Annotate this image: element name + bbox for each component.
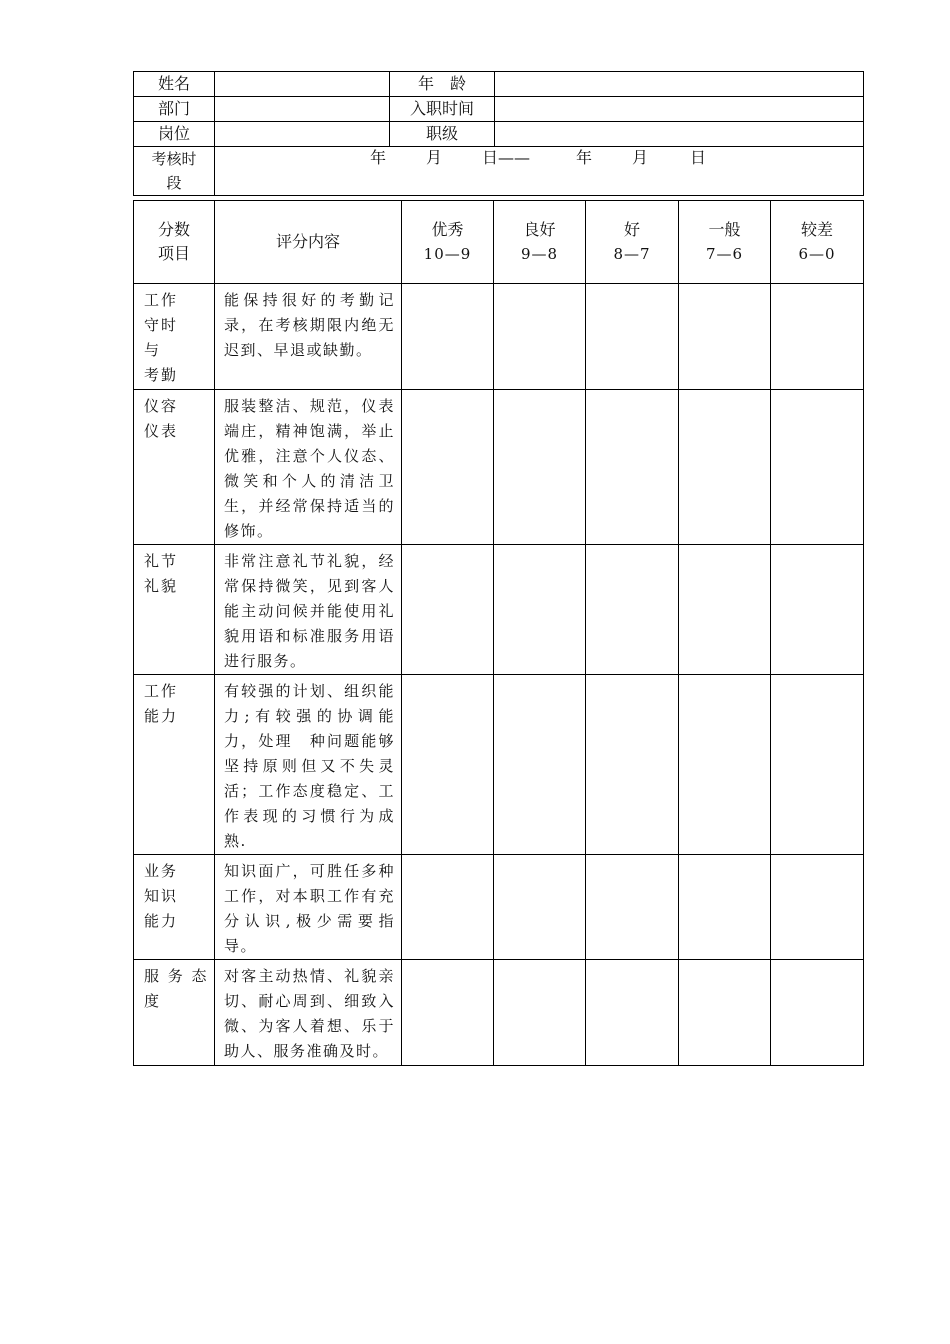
item-line: 工作 <box>144 291 179 309</box>
period-field[interactable] <box>215 147 864 196</box>
item-line: 能力 <box>144 912 179 930</box>
period-month-2: 月 <box>632 148 649 167</box>
content-header: 评分内容 <box>215 201 402 284</box>
score-cell[interactable] <box>494 675 586 855</box>
table-row <box>134 545 864 675</box>
item-cell <box>134 545 215 675</box>
score-cell[interactable] <box>586 545 679 675</box>
grade-header-excellent <box>402 201 494 284</box>
dept-label: 部门 <box>134 97 215 122</box>
grade-range: 9—8 <box>520 245 559 263</box>
score-cell[interactable] <box>402 855 494 960</box>
name-field[interactable] <box>215 72 390 97</box>
position-field[interactable] <box>215 122 390 147</box>
content-cell: 服装整洁、规范，仪表端庄，精神饱满，举止优雅，注意个人仪态、微笑和个人的清洁卫生，并经常保持适当的修饰。 <box>215 390 402 545</box>
grade-header-average <box>679 201 771 284</box>
score-cell[interactable] <box>679 675 771 855</box>
period-label-line-2: 段 <box>166 174 182 192</box>
score-cell[interactable] <box>402 284 494 390</box>
info-row-period <box>134 147 864 196</box>
info-row-name-age <box>134 72 864 97</box>
score-cell[interactable] <box>494 284 586 390</box>
score-cell[interactable] <box>586 390 679 545</box>
basic-info-table <box>133 71 864 196</box>
score-cell[interactable] <box>586 675 679 855</box>
grade-label: 好 <box>623 220 640 239</box>
score-cell[interactable] <box>494 960 586 1066</box>
score-cell[interactable] <box>771 390 864 545</box>
item-line: 仪容 <box>144 397 179 415</box>
grade-range: 6—0 <box>798 245 836 263</box>
score-cell[interactable] <box>771 545 864 675</box>
score-cell[interactable] <box>679 855 771 960</box>
hire-date-label: 入职时间 <box>390 97 495 122</box>
item-line: 与 <box>144 341 162 359</box>
item-cell <box>134 390 215 545</box>
item-cell <box>134 284 215 390</box>
score-cell[interactable] <box>494 545 586 675</box>
period-day-1: 日—— <box>482 148 531 167</box>
score-cell[interactable] <box>586 960 679 1066</box>
item-line: 仪表 <box>144 422 179 440</box>
item-line: 度 <box>144 992 162 1010</box>
grade-label: 较差 <box>800 220 833 239</box>
score-cell[interactable] <box>771 284 864 390</box>
name-label: 姓名 <box>134 72 215 97</box>
score-table <box>133 200 864 1066</box>
score-cell[interactable] <box>402 675 494 855</box>
grade-header-good <box>494 201 586 284</box>
item-line: 考勤 <box>144 366 179 384</box>
table-row <box>134 284 864 390</box>
table-row <box>134 855 864 960</box>
score-cell[interactable] <box>771 855 864 960</box>
item-line: 礼节 <box>144 552 179 570</box>
score-body <box>134 284 864 1066</box>
score-header-row <box>134 201 864 284</box>
grade-label: 一般 <box>708 220 741 239</box>
score-cell[interactable] <box>402 545 494 675</box>
item-line: 知识 <box>144 887 179 905</box>
content-cell: 非常注意礼节礼貌，经常保持微笑，见到客人能主动问候并能使用礼貌用语和标准服务用语进行服务。 <box>215 545 402 675</box>
period-month-1: 月 <box>426 148 443 167</box>
score-cell[interactable] <box>679 960 771 1066</box>
score-cell[interactable] <box>679 390 771 545</box>
grade-header-fair-good <box>586 201 679 284</box>
item-cell <box>134 675 215 855</box>
score-cell[interactable] <box>771 960 864 1066</box>
grade-range: 10—9 <box>423 245 472 263</box>
item-line: 工作 <box>144 682 179 700</box>
item-line: 业务 <box>144 862 179 880</box>
score-cell[interactable] <box>586 284 679 390</box>
score-cell[interactable] <box>494 855 586 960</box>
age-label: 年 龄 <box>390 72 495 97</box>
period-day-2: 日 <box>690 148 707 167</box>
table-row <box>134 390 864 545</box>
score-cell[interactable] <box>402 960 494 1066</box>
rank-field[interactable] <box>495 122 864 147</box>
hire-date-field[interactable] <box>495 97 864 122</box>
score-cell[interactable] <box>494 390 586 545</box>
score-cell[interactable] <box>402 390 494 545</box>
info-row-dept-hire <box>134 97 864 122</box>
content-cell: 知识面广，可胜任多种工作，对本职工作有充分认识,极少需要指导。 <box>215 855 402 960</box>
item-cell <box>134 960 215 1066</box>
content-cell: 对客主动热情、礼貌亲切、耐心周到、细致入微、为客人着想、乐于助人、服务准确及时。 <box>215 960 402 1066</box>
grade-label: 良好 <box>523 220 556 239</box>
period-year-1: 年 <box>370 148 387 167</box>
score-cell[interactable] <box>679 284 771 390</box>
item-line: 能力 <box>144 707 179 725</box>
corner-header <box>134 201 215 284</box>
score-cell[interactable] <box>679 545 771 675</box>
score-cell[interactable] <box>771 675 864 855</box>
position-label: 岗位 <box>134 122 215 147</box>
item-line: 服 务 态 <box>144 967 209 985</box>
period-label-line-1: 考核时 <box>151 150 197 168</box>
score-cell[interactable] <box>586 855 679 960</box>
info-row-position-rank <box>134 122 864 147</box>
content-cell: 有较强的计划、组织能力;有较强的协调能力，处理 种问题能够坚持原则但又不失灵活；工作态度稳定、工作表现的习惯行为成熟. <box>215 675 402 855</box>
period-label <box>134 147 215 196</box>
content-cell: 能保持很好的考勤记录，在考核期限内绝无迟到、早退或缺勤。 <box>215 284 402 390</box>
rank-label: 职级 <box>390 122 495 147</box>
table-row <box>134 960 864 1066</box>
grade-header-poor <box>771 201 864 284</box>
dept-field[interactable] <box>215 97 390 122</box>
item-line: 守时 <box>144 316 179 334</box>
corner-header-top: 分数 <box>157 220 190 239</box>
period-year-2: 年 <box>576 148 593 167</box>
grade-range: 7—6 <box>705 245 744 263</box>
table-row <box>134 675 864 855</box>
item-line: 礼貌 <box>144 577 179 595</box>
grade-range: 8—7 <box>613 245 651 263</box>
item-cell <box>134 855 215 960</box>
age-field[interactable] <box>495 72 864 97</box>
grade-label: 优秀 <box>431 220 464 239</box>
corner-header-bottom: 项目 <box>157 244 190 263</box>
